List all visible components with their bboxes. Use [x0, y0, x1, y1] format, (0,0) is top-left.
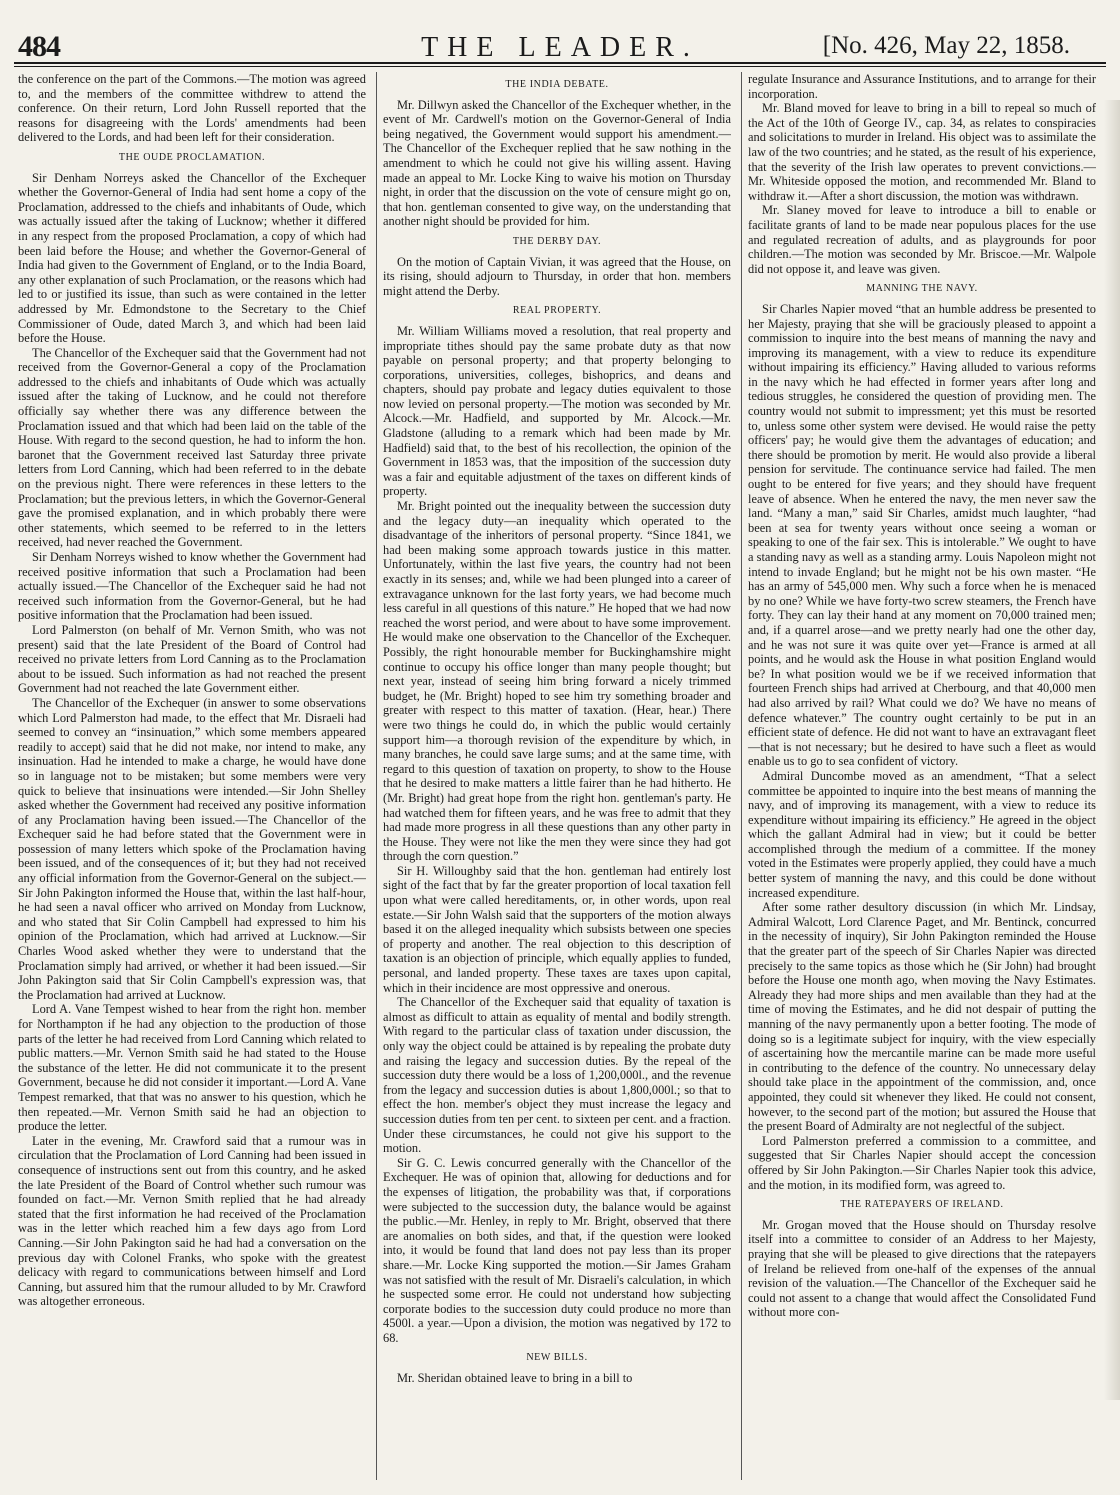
section-heading: MANNING THE NAVY.: [866, 283, 978, 295]
paragraph: Lord A. Vane Tempest wished to hear from the right hon. member for Northampton if he had any objection to the production of those parts of the letter he had received from Lord Canning which related to public matters.—Mr. Vernon Smith said he had stated to the House the substance of the letter. He did not communicate it to the present Government, because he did not consider it important.—Lord A. Vane Tempest remarked, that that was no answer to his question, which he then repeated.—Mr. Vernon Smith said he had an objection to produce the letter.: [18, 1002, 366, 1134]
masthead-rule: [14, 66, 1106, 67]
section-heading: NEW BILLS.: [526, 1352, 588, 1364]
column-2: [376, 72, 731, 1480]
paragraph: Sir H. Willoughby said that the hon. gentleman had entirely lost sight of the fact that by far the greater proportion of local taxation fell upon what were called hereditaments, or, in other words, upon real estate.—Sir John Walsh said that the supporters of the motion always based it on the alleged inequality which subsists between one species of property and another. The real objection to this description of taxation is an objection of principle, which equally applies to funded, personal, and landed property. These taxes are taxes upon capital, which in their incidence are most oppressive and onerous.: [383, 863, 731, 995]
page-number: 484: [18, 30, 60, 63]
paragraph: Lord Palmerston (on behalf of Mr. Vernon Smith, who was not present) said that the late President of the Board of Control had received no private letters from Lord Canning as to the Proclamation about to be issued. Such information as had not reached the present Government had not reached the late Government either.: [18, 622, 366, 696]
paragraph: The Chancellor of the Exchequer said that equality of taxation is almost as difficult to attain as equality of mental and bodily strength. With regard to the particular class of taxation under discussion, the only way the object could be attained is by repealing the probate duty and raising the legacy and succession duties. By the repeal of the succession duty there would be a loss of 1,200,000l., and the revenue from the legacy and succession duties is about 1,800,000l.; so that to effect the hon. member's object they must increase the legacy and succession duties from ten per cent. to sixteen per cent. and a fraction. Under these circumstances, he could not give his support to the motion.: [383, 995, 731, 1156]
column-1: [18, 72, 366, 1480]
section-heading: THE INDIA DEBATE.: [505, 79, 609, 90]
paragraph: Lord Palmerston preferred a commission to a committee, and suggested that Sir Charles Napier should accept the concession offered by Sir John Pakington.—Sir Charles Napier took this advice, and the motion, in its modified form, was agreed to.: [748, 1133, 1096, 1192]
paragraph: Mr. Bright pointed out the inequality between the succession duty and the legacy duty—an inequality which operated to the disadvantage of the inheritors of personal property. “Since 1841, we had been making some approach towards justice in this matter. Unfortunately, within the last five years, the country had not been exactly in its senses; and, while we had been plunged into a career of extravagance unknown for the last forty years, we had become much less careful in all questions of this nature.” He hoped that we had now reached the worst period, and were about to have some improvement. He would make one observation to the Chancellor of the Exchequer. Possibly, the right honourable member for Buckinghamshire might continue to occupy his office longer than many people thought; but next year, instead of seeing him bring forward a nicely trimmed budget, he (Mr. Bright) hoped to see him try something broader and greater with respect to this matter of taxation. (Hear, hear.) There were two things he could do, in which the public would certainly support him—a thorough revision of the expenditure by which, in many branches, he could save large sums; and at the same time, with regard to this question of taxation on property, to show to the House that he desired to make matters a little fairer than he had hitherto. He (Mr. Bright) had great hope from the right hon. gentleman's party. He had watched them for fifteen years, and he was free to admit that they had made more progress in all these questions than any other party in the House. They were not like the men they were since they had got through the corn question.”: [383, 499, 731, 864]
paragraph: Mr. Dillwyn asked the Chancellor of the Exchequer whether, in the event of Mr. Cardwell's motion on the Governor-General of India being negatived, the Government would support his amendment.—The Chancellor of the Exchequer replied that he saw nothing in the amendment to which he could not give his willing assent. Having made an appeal to Mr. Locke King to waive his motion on Thursday night, in order that the discussion on the vote of censure might go on, that hon. gentleman consented to give way, on the understanding that another night should be provided for him.: [383, 97, 731, 229]
issue-info: [No. 426, May 22, 1858.: [822, 32, 1070, 59]
newspaper-title: THE LEADER.: [421, 32, 699, 63]
paragraph: Sir Denham Norreys asked the Chancellor of the Exchequer whether the Governor-General of India had sent home a copy of the Proclamation, addressed to the chiefs and inhabitants of Oude, which was actually issued after the taking of Lucknow; whether it differed in any respect from the proposed Proclamation, a copy of which had been laid before the House; and whether the Governor-General of India had given to the Government of England, or to the India Board, any other explanation of such Proclamation, or the reasons which had led to or justified its issue, than such as were contained in the letter addressed by Mr. Edmondstone to the Secretary to the Chief Commissioner of Oude, dated March 3, and which had been laid before the House.: [18, 170, 366, 346]
paragraph: The Chancellor of the Exchequer said that the Government had not received from the Governor-General a copy of the Proclamation addressed to the chiefs and inhabitants of Oude which was actually issued after the taking of Lucknow, and he could not therefore officially say whether there was any difference between the Proclamation issued and that which had been laid on the table of the House. With regard to the second question, he had to inform the hon. baronet that the Government received last Saturday three private letters from Lord Canning, which had been referred to in the debate on the previous night. There were references in these letters to the Proclamation; but the previous letters, in which the Governor-General gave the promised explanation, and in which probably there were other statements, which seemed to be referred to in the letters received, had never reached the Government.: [18, 345, 366, 550]
paragraph: Mr. Sheridan obtained leave to bring in a bill to: [397, 1371, 633, 1386]
paragraph: Mr. Slaney moved for leave to introduce a bill to enable or facilitate grants of land to be made near populous places for the use and regulated recreation of adults, and as playgrounds for poor children.—The motion was seconded by Mr. Briscoe.—Mr. Walpole did not oppose it, and leave was given.: [748, 203, 1096, 276]
paragraph: Sir Charles Napier moved “that an humble address be presented to her Majesty, praying that she will be graciously pleased to appoint a commission to inquire into the best means of manning the navy and improving its management, with a view to reduce its expenditure without impairing its efficiency.” Having alluded to various reforms in the navy which he had effected in former years after long and tedious struggles, he considered the question of providing men. The country would not submit to impressment; yet this must be resorted to, unless some other system were devised. He would raise the petty officers' pay; he would give them the advantages of education; and there should be promotion by merit. He would also provide a liberal pension for servitude. The continuance service had failed. The men ought to be entered for five years; and they should have frequent leave of absence. When he entered the navy, the men never saw the land. “Many a man,” said Sir Charles, amidst much laughter, “had been at sea for twenty years without once seeing a woman or speaking to one of the fair sex. This is intolerable.” We ought to have a standing navy as well as a standing army. Louis Napoleon might not intend to invade England; but he might not be his own master. “He has an army of 545,000 men. Why such a force when he is menaced by no one? While we have forty-two screw steamers, the French have forty. They can lay their hand at any moment on 70,000 trained men; and, if a quarrel arose—and we pretty nearly had one the other day, and he was not sure it was quite over yet—France is armed at all points, and he would ask the House in what position England would be? In what position would we be if we received information that fourteen French ships had arrived at Cherbourg, and that 40,000 men had also arrived by rail? What could we do? We have no means of defence whatever.” The country ought certainly to be put in an efficient state of defence. He did not want to have an extravagant fleet—that is not necessary; but he desired to have such a fleet as would enable us to go to sea confident of victory.: [748, 301, 1096, 769]
section-heading: THE RATEPAYERS OF IRELAND.: [840, 1199, 1004, 1211]
paragraph: Admiral Duncombe moved as an amendment, “That a select committee be appointed to inquire into the best means of manning the navy, and of improving its management, with a view to reduce its expenditure without impairing its efficiency.” He agreed in the object which the gallant Admiral had in view; but it could be better accomplished through the medium of a committee. If the money voted in the Estimates were properly applied, they could have a much better system of manning the navy, and this could be done without increased expenditure.: [748, 768, 1096, 900]
paragraph: After some rather desultory discussion (in which Mr. Lindsay, Admiral Walcott, Lord Clarence Paget, and Mr. Bentinck, concurred in the necessity of inquiry), Sir John Pakington reminded the House that the greater part of the speech of Sir Charles Napier was directed precisely to the same topics as those which he (Sir John) had brought before the House one month ago, when moving the Navy Estimates. Already they had more ships and men available than they had at the time of moving the Estimates, and he did not despair of putting the manning of the navy permanently upon a better footing. The mode of doing so is a legitimate subject for inquiry, with the view especially of ascertaining how the mercantile marine can be made more useful in contributing to the defence of the country. No unnecessary delay should take place in the appointment of the commission, and, once appointed, they could sit whenever they liked. He could not consent, however, to the second part of the motion; but assured the House that the present Board of Admiralty are not neglectful of the subject.: [748, 900, 1096, 1134]
article-columns: [18, 72, 1096, 1480]
section-heading: REAL PROPERTY.: [512, 305, 602, 317]
masthead: [14, 14, 1106, 64]
page-edge-shadow: [1104, 100, 1120, 1400]
section-heading: THE DERBY DAY.: [512, 235, 602, 247]
paragraph: Mr. Grogan moved that the House should on Thursday resolve itself into a committee to consider of an Address to her Majesty, praying that she will be pleased to give directions that the ratepayers of Ireland be relieved from one-half of the expenses of the annual revision of the valuation.—The Chancellor of the Exchequer said he could not assent to a change that would affect the Consolidated Fund without more con-: [748, 1217, 1096, 1320]
paragraph: Later in the evening, Mr. Crawford said that a rumour was in circulation that the Proclamation of Lord Canning had been issued in consequence of instructions sent out from this country, and he asked the late President of the Board of Control whether such rumour was founded on fact.—Mr. Vernon Smith replied that he had already stated that the first information he had received of the Proclamation was in the letter which reached him a few days ago from Lord Canning.—Sir John Pakington said he had had a conversation on the previous day with Colonel Franks, who spoke with the greatest delicacy with regard to communications between himself and Lord Canning, but assured him that the rumour alluded to by Mr. Crawford was altogether erroneous.: [18, 1133, 366, 1309]
paragraph: On the motion of Captain Vivian, it was agreed that the House, on its rising, should adjourn to Thursday, in order that hon. members might attend the Derby.: [383, 254, 731, 298]
paragraph: The Chancellor of the Exchequer (in answer to some observations which Lord Palmerston had made, to the effect that Mr. Disraeli had seemed to convey an “insinuation,” which some members appeared readily to accept) said that he did not make, nor intend to make, any insinuation. Had he intended to make a charge, he would have done so in language not to be mistaken; but some members were very quick to believe that insinuations were intended.—Sir John Shelley asked whether the Government had received any positive information of any Proclamation having been issued.—The Chancellor of the Exchequer said he had before stated that the Government were in possession of many letters which spoke of the Proclamation having been issued, and of the consequences of it; but they had not received any official information from the Governor-General on the subject.—Sir John Pakington informed the House that, within the last half-hour, he had seen a naval officer who arrived on Monday from Lucknow, and who stated that Sir Colin Campbell had expressed to him his opinion of the Proclamation, which had arrived at Lucknow.—Sir Charles Wood asked whether they were to understand that the Proclamation simply had arrived, or whether it had been issued.—Sir John Pakington said that Sir Colin Campbell's expression was, that the Proclamation had arrived at Lucknow.: [18, 695, 366, 1002]
paragraph: regulate Insurance and Assurance Institutions, and to arrange for their incorporation.: [748, 72, 1096, 101]
paragraph: the conference on the part of the Commons.—The motion was agreed to, and the members of the committee withdrew to attend the conference. On their return, Lord John Russell reported that the reasons for disagreeing with the Lords' amendments had been delivered to the Lords, and had been left for their consideration.: [18, 72, 366, 145]
paragraph: Mr. William Williams moved a resolution, that real property and impropriate tithes should pay the same probate duty as that now payable on personal property; and that property belonging to corporations, universities, colleges, bishoprics, and deans and chapters, should pay probate and legacy duties equivalent to those now levied on personal property.—The motion was seconded by Mr. Alcock.—Mr. Hadfield, and supported by Mr. Alcock.—Mr. Gladstone (alluding to a remark which had been made by Mr. Hadfield) said that, to the best of his recollection, the opinion of the Government in 1853 was, that the imposition of the succession duty was a fair and equitable adjustment of the taxes on different kinds of property.: [383, 323, 731, 499]
paragraph: Mr. Bland moved for leave to bring in a bill to repeal so much of the Act of the 10th of George IV., cap. 34, as relates to conspiracies and solicitations to murder in Ireland. His object was to assimilate the law of the two countries; and he stated, as the result of his experience, that the severity of the Irish law operates to prevent convictions.—Mr. Whiteside opposed the motion, and recommended Mr. Bland to withdraw it.—After a short discussion, the motion was withdrawn.: [748, 101, 1096, 203]
section-heading: THE OUDE PROCLAMATION.: [118, 151, 266, 163]
paragraph: Sir G. C. Lewis concurred generally with the Chancellor of the Exchequer. He was of opinion that, allowing for deductions and for the expenses of litigation, the probability was that, if corporations were subjected to the succession duty, the balance would be against the public.—Mr. Henley, in reply to Mr. Bright, observed that there are anomalies on both sides, and that, if the question were looked into, it would be found that land does not pay less than its proper share.—Mr. Locke King supported the motion.—Sir James Graham was not satisfied with the result of Mr. Disraeli's calculation, in which he suspected some error. He could not understand how subjecting corporate bodies to the succession duty could produce no more than 4500l. a year.—Upon a division, the motion was negatived by 172 to 68.: [383, 1155, 731, 1345]
column-3: [741, 72, 1096, 1480]
paragraph: Sir Denham Norreys wished to know whether the Government had received positive information that such a Proclamation had been actually issued.—The Chancellor of the Exchequer said he had not received such information from the Governor-General, but he had positive information that the Proclamation had been issued.: [18, 550, 366, 623]
